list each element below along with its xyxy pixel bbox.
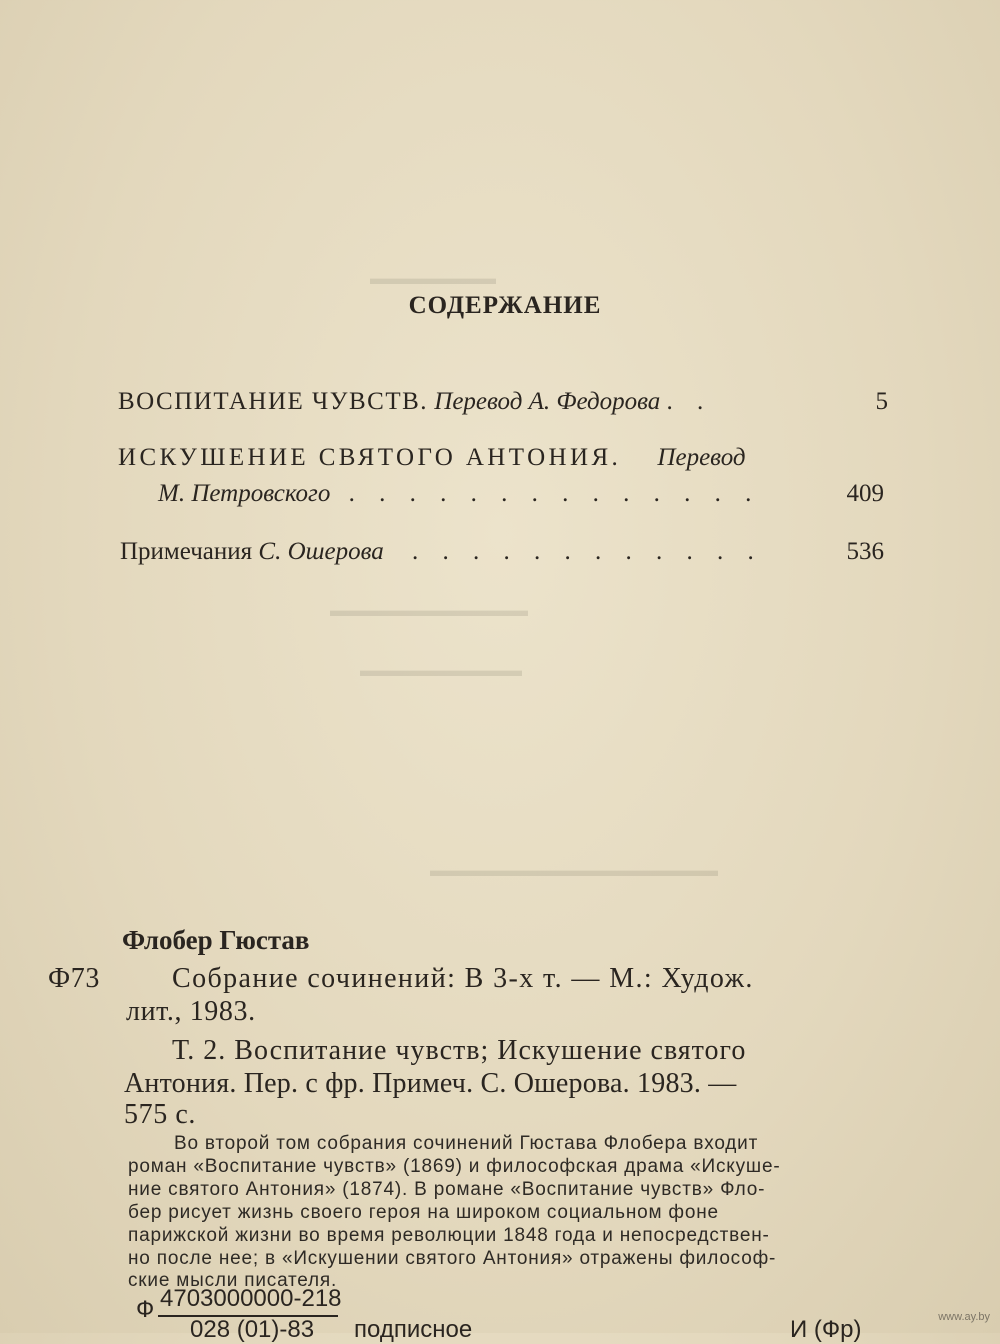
annotation-line: бер рисует жизнь своего героя на широком социальном фоне: [128, 1202, 719, 1223]
bib-line: Т. 2. Воспитание чувств; Искушение святого: [172, 1035, 747, 1066]
code-classification: И (Фр): [790, 1316, 862, 1343]
code-subscription: подписное: [354, 1316, 473, 1343]
bib-line: Антония. Пер. с фр. Примеч. С. Ошерова. 1983. —: [124, 1068, 737, 1099]
annotation-line: парижской жизни во время революции 1848 года и непосредствен-: [128, 1225, 770, 1246]
toc-entry-2: [118, 444, 746, 472]
toc-entry-3: [120, 538, 763, 566]
annotation-line: но после нее; в «Искушении святого Антония» отражены философ-: [128, 1248, 777, 1269]
annotation-line: роман «Воспитание чувств» (1869) и философская драма «Искуше-: [128, 1156, 781, 1177]
toc-entry-dots: . . . . . . . . . . . .: [412, 538, 763, 565]
toc-entry-translator: М. Петровского: [158, 480, 331, 507]
toc-entry-translator: Перевод А. Федорова: [434, 388, 661, 415]
toc-entry-translator: Перевод: [657, 444, 746, 471]
annotation-line: ние святого Антония» (1874). В романе «Воспитание чувств» Фло-: [128, 1179, 766, 1200]
watermark-text: www.ay.by: [938, 1311, 990, 1323]
toc-entry-dots: . .: [666, 388, 713, 415]
annotation-line: Во второй том собрания сочинений Гюстава Флобера входит: [174, 1133, 759, 1154]
bib-line: 575 с.: [124, 1099, 197, 1130]
bib-shelf-code: Ф73: [48, 963, 100, 994]
code-denominator: 028 (01)-83: [190, 1316, 315, 1343]
bib-line: лит., 1983.: [126, 996, 256, 1027]
toc-entry-translator: С. Ошерова: [258, 538, 384, 565]
toc-page-number: 536: [846, 538, 884, 565]
annotation-line: ские мысли писателя.: [128, 1270, 338, 1291]
code-prefix: Ф: [136, 1296, 155, 1323]
toc-title: СОДЕРЖАНИЕ: [408, 292, 602, 319]
toc-entry-dots: . . . . . . . . . . . . . .: [348, 480, 761, 507]
toc-entry-title: ИСКУШЕНИЕ СВЯТОГО АНТОНИЯ.: [118, 444, 622, 471]
toc-entry-1: [118, 388, 712, 416]
toc-entry-2-cont: [158, 480, 760, 508]
toc-entry-title: ВОСПИТАНИЕ ЧУВСТВ.: [118, 388, 429, 415]
code-numerator: 4703000000-218: [160, 1285, 342, 1312]
toc-page-number: 5: [875, 388, 888, 415]
bib-author: Флобер Гюстав: [122, 925, 310, 955]
toc-page-number: 409: [846, 480, 884, 507]
bib-line: Собрание сочинений: В 3-х т. — М.: Худож.: [172, 963, 754, 994]
toc-entry-title: Примечания: [120, 538, 253, 565]
